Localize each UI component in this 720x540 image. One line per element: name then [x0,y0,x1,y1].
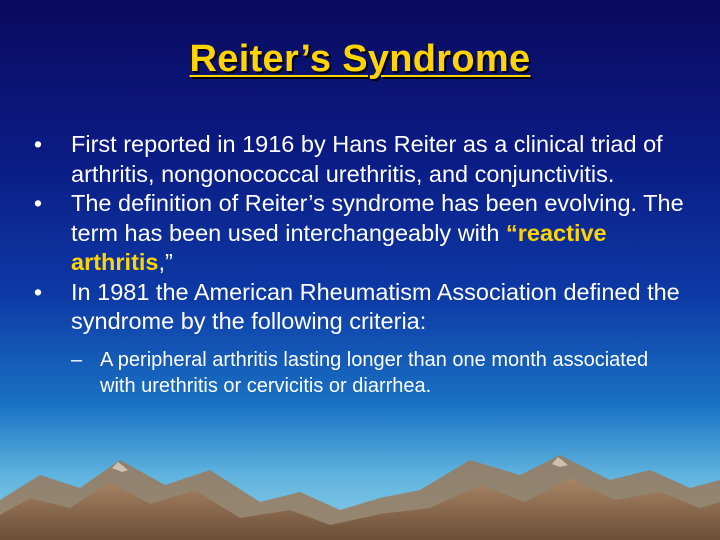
bullet-item-3 [28,278,688,337]
bullet-marker: • [33,190,43,216]
emphasis-text: “reactive arthritis [71,219,607,275]
bullet-item-2 [28,189,688,278]
sub-bullet-list [28,347,688,399]
bullet-marker: • [33,131,43,157]
sub-bullet-item [28,347,688,399]
bullet-text: First reported in 1916 by Hans Reiter as a clinical triad of arthritis, nongonococcal urethritis, and conjunctivitis. [71,131,663,187]
mountains-decoration [0,430,720,540]
bullet-text-after: ,” [158,249,173,275]
bullet-text: In 1981 the American Rheumatism Association defined the syndrome by the following criteria: [71,278,680,334]
title-container [0,38,720,81]
bullet-item-1 [28,130,688,189]
sub-list-container [28,347,688,399]
sub-bullet-marker: – [71,348,83,371]
sub-bullet-text: A peripheral arthritis lasting longer than one month associated with urethritis or cervicitis or diarrhea. [100,348,649,397]
bullet-text: The definition of Reiter’s syndrome has been evolving. The term has been used interchangeably with [71,190,684,246]
slide-title: Reiter’s Syndrome [189,38,531,80]
bullet-list [28,130,688,399]
bullet-marker: • [33,278,43,305]
